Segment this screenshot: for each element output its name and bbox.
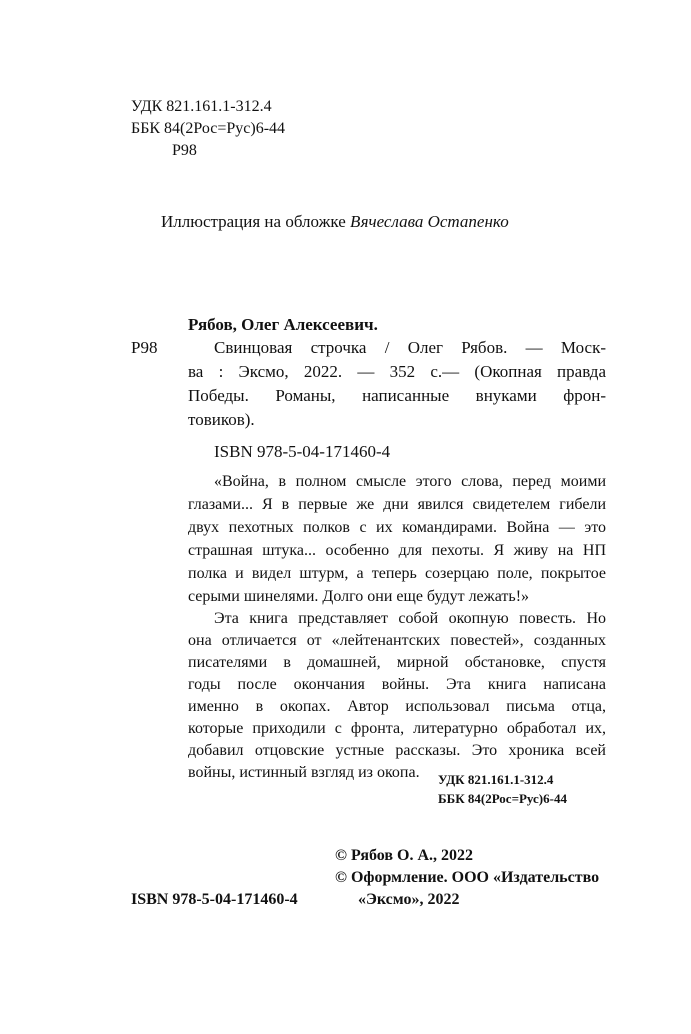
- quote-line: страшная штука... особенно для пехоты. Я живу на НП: [188, 542, 606, 559]
- classification-udk: УДК 821.161.1-312.4: [438, 772, 554, 787]
- header-bbk: ББК 84(2Рос=Рус)6-44: [131, 120, 286, 137]
- quote-line: полка и видел штурм, а теперь созерцаю поле, покрытое: [188, 565, 606, 582]
- annotation-summary: [188, 608, 606, 784]
- summary-line: годы после окончания войны. Эта книга написана: [188, 676, 606, 693]
- catalog-code: Р98: [131, 338, 158, 357]
- catalog-line: товиков).: [188, 410, 255, 429]
- summary-line: писателями в домашней, мирной обстановке, спустя: [188, 654, 606, 671]
- catalog-line: Победы. Романы, написанные внуками фрон-: [188, 386, 606, 405]
- catalog-author: Рябов, Олег Алексеевич.: [188, 315, 378, 334]
- catalog-isbn: ISBN 978-5-04-171460-4: [214, 442, 391, 461]
- annotation-quote: [188, 470, 606, 608]
- quote-line: «Война, в полном смысле этого слова, перед моими: [214, 473, 606, 490]
- summary-line: она отличается от «лейтенантских повестей», созданных: [188, 632, 606, 649]
- summary-line: войны, истинный взгляд из окопа.: [188, 764, 420, 781]
- catalog-line: ва : Эксмо, 2022. — 352 с.— (Окопная правда: [188, 362, 606, 381]
- summary-line: именно в окопах. Автор использовал письма отца,: [188, 698, 606, 715]
- summary-line: которые приходили с фронта, литературно обработал их,: [188, 720, 606, 737]
- header-udk: УДК 821.161.1-312.4: [131, 98, 272, 115]
- quote-line: двух пехотных полков с их командирами. Война — это: [188, 519, 606, 536]
- catalog-description: [188, 336, 606, 432]
- illustration-prefix: Иллюстрация на обложке: [161, 212, 350, 231]
- quote-line: глазами... Я в первые же дни явился свидетелем гибели: [188, 496, 606, 513]
- copyright-publisher: «Эксмо», 2022: [358, 891, 460, 908]
- quote-line: серыми шинелями. Долго они еще будут лежать!»: [188, 588, 530, 605]
- copyright-design: © Оформление. ООО «Издательство: [335, 869, 600, 886]
- footer-isbn: ISBN 978-5-04-171460-4: [131, 891, 298, 908]
- summary-line: Эта книга представляет собой окопную повесть. Но: [214, 610, 606, 627]
- catalog-line: Свинцовая строчка / Олег Рябов. — Моск-: [214, 338, 606, 357]
- summary-line: добавил отцовские устные рассказы. Это хроника всей: [188, 742, 606, 759]
- copyright-author: © Рябов О. А., 2022: [335, 847, 473, 864]
- classification-bbk: ББК 84(2Рос=Рус)6-44: [438, 791, 567, 806]
- illustration-credit: [161, 210, 509, 234]
- header-code: Р98: [172, 142, 197, 159]
- illustration-artist: Вячеслава Остапенко: [350, 212, 509, 231]
